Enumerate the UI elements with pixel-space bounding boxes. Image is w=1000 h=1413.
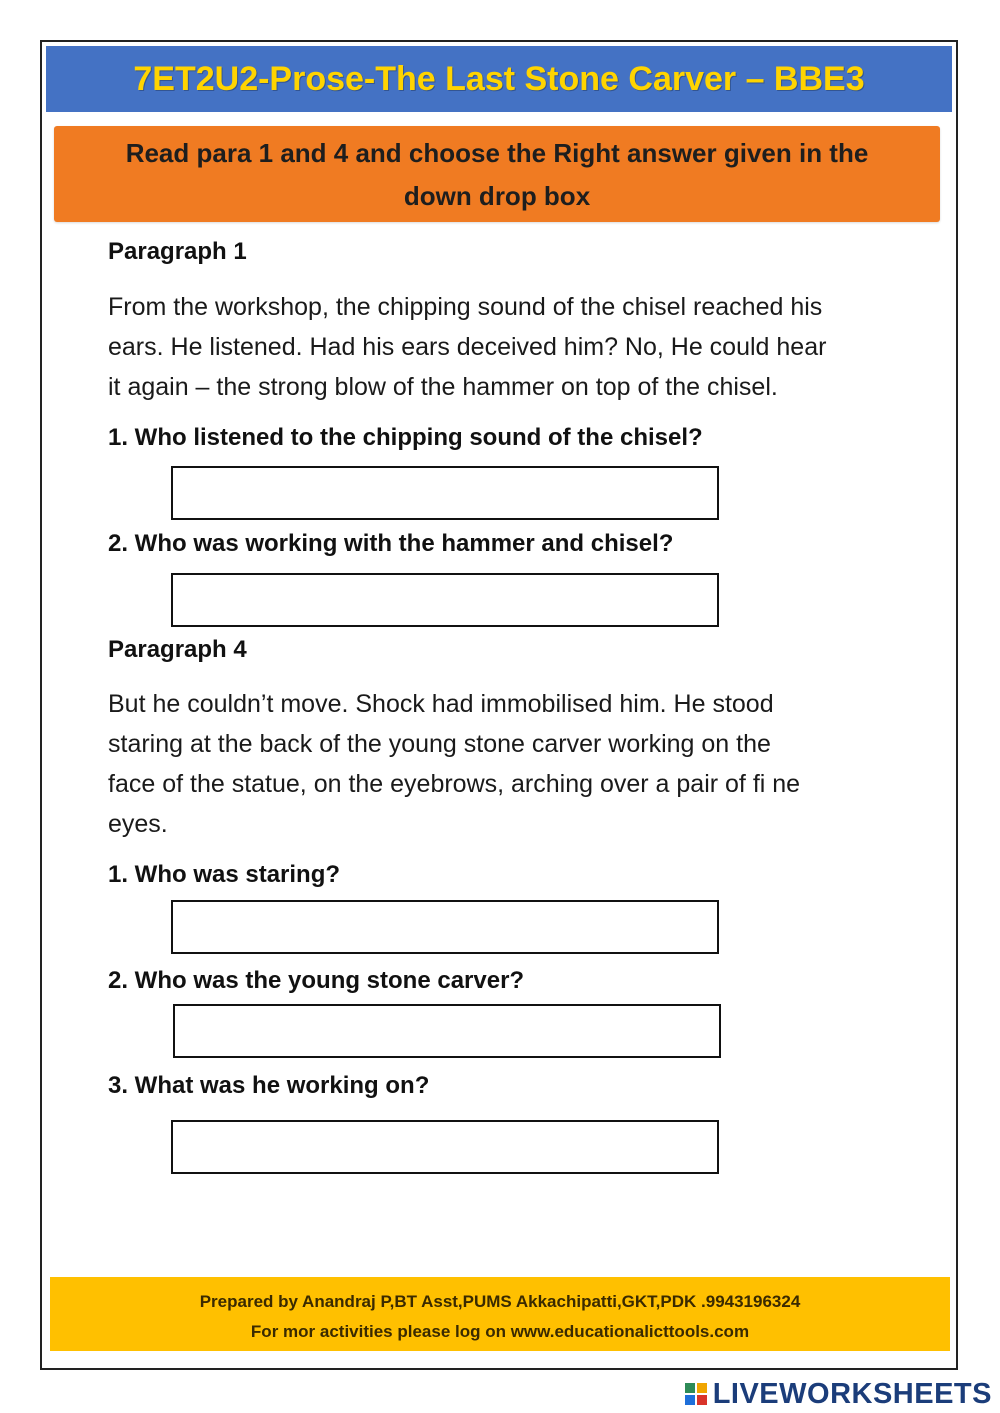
paragraph-4-heading: Paragraph 4	[108, 636, 247, 663]
instruction-line-1: Read para 1 and 4 and choose the Right answer given in the	[125, 138, 869, 168]
answer-dropdown-p4-q3[interactable]	[171, 1120, 719, 1174]
brand-name: LIVEWORKSHEETS	[712, 1377, 992, 1410]
instruction-banner	[54, 126, 940, 222]
footer-website: For mor activities please log on www.educationalicttools.com	[250, 1322, 750, 1341]
paragraph-4-text	[108, 684, 918, 844]
worksheet-title: 7ET2U2-Prose-The Last Stone Carver – BBE3	[46, 46, 952, 112]
paragraph-1-text	[108, 287, 918, 407]
paragraph-line: face of the statue, on the eyebrows, arching over a pair of fi ne	[108, 770, 801, 798]
question-p4-1: 1. Who was staring?	[108, 861, 341, 888]
instruction-line-2: down drop box	[403, 181, 591, 211]
paragraph-line: From the workshop, the chipping sound of the chisel reached his	[108, 293, 823, 321]
paragraph-1-heading: Paragraph 1	[108, 238, 247, 265]
answer-dropdown-p1-q1[interactable]	[171, 466, 719, 520]
paragraph-line: But he couldn’t move. Shock had immobilised him. He stood	[108, 690, 774, 718]
answer-dropdown-p4-q2[interactable]	[173, 1004, 721, 1058]
paragraph-line: it again – the strong blow of the hammer on top of the chisel.	[108, 373, 778, 401]
credits-footer	[50, 1277, 950, 1351]
question-p4-3: 3. What was he working on?	[108, 1072, 430, 1099]
footer-author: Prepared by Anandraj P,BT Asst,PUMS Akkachipatti,GKT,PDK .9943196324	[199, 1292, 801, 1311]
liveworksheets-brand[interactable]	[685, 1378, 992, 1410]
liveworksheets-logo-icon	[685, 1383, 707, 1405]
paragraph-line: eyes.	[108, 810, 168, 838]
paragraph-line: staring at the back of the young stone carver working on the	[108, 730, 771, 758]
answer-dropdown-p4-q1[interactable]	[171, 900, 719, 954]
paragraph-line: ears. He listened. Had his ears deceived him? No, He could hear	[108, 333, 827, 361]
question-p1-1: 1. Who listened to the chipping sound of the chisel?	[108, 424, 703, 451]
answer-dropdown-p1-q2[interactable]	[171, 573, 719, 627]
question-p4-2: 2. Who was the young stone carver?	[108, 967, 525, 994]
question-p1-2: 2. Who was working with the hammer and chisel?	[108, 530, 674, 557]
